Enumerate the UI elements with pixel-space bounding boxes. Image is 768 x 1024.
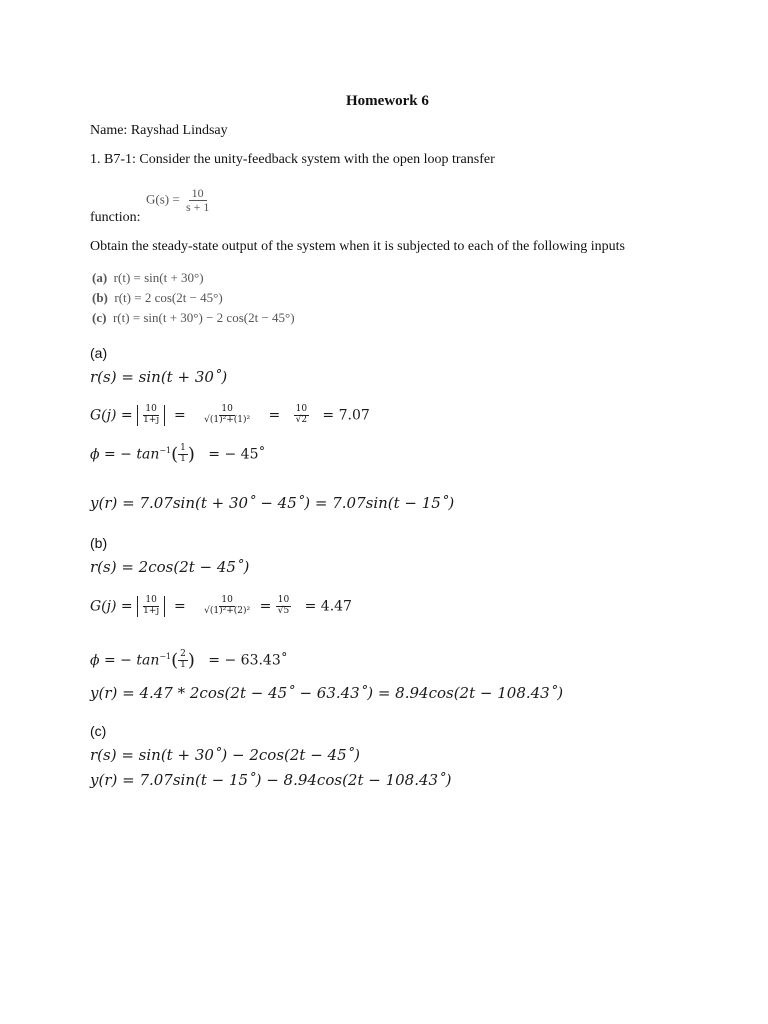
- gs-fraction: [183, 187, 212, 214]
- part-b-r: r(s) = 2cos(2t − 45˚): [90, 558, 250, 576]
- part-c-y: y(r) = 7.07sin(t − 15˚) − 8.94cos(2t − 108.43˚): [90, 771, 452, 789]
- problem-statement: 1. B7-1: Consider the unity-feedback system with the open loop transfer: [90, 152, 495, 167]
- part-b-label: (b): [90, 535, 108, 551]
- gs-lhs: G(s) =: [146, 191, 180, 207]
- part-b-g-num: 10: [145, 595, 157, 605]
- part-b-g-abs: [137, 596, 165, 617]
- input-a: [92, 270, 204, 286]
- part-b-g-lhs: G(j) =: [90, 598, 133, 615]
- part-b-g: G(j) = $\frac{10}{1+j}$ = $\frac{10}{\text{√(1)²+(2)²}}$ = $\frac{10}{√5}$ = 4.47: [90, 595, 352, 616]
- part-b-phi-num: 2: [180, 649, 186, 660]
- part-b-eq2: =: [259, 598, 272, 615]
- part-b-g-den: 1+j: [143, 605, 160, 616]
- input-c-label: (c): [92, 310, 107, 325]
- part-c-r: r(s) = sin(t + 30˚) − 2cos(2t − 45˚): [90, 746, 360, 764]
- part-b-phi: ϕ = − $\tan^{-1}$( $\frac{2}{1}$ ) = − 63.43˚: [90, 649, 288, 671]
- part-b-phi-den: 1: [180, 660, 186, 670]
- student-name: Name: Rayshad Lindsay: [90, 123, 228, 138]
- part-a-phi: ϕ = − $\tan^{-1}$( $\frac{1}{1}$ ) = − 45˚: [90, 443, 266, 465]
- input-c-expr: r(t) = sin(t + 30°) − 2 cos(2t − 45°): [112, 310, 295, 325]
- part-a-mid-den: √(1)²+(1)²: [204, 414, 251, 425]
- part-a-g-lhs: G(j) =: [90, 407, 133, 424]
- obtain-text: Obtain the steady-state output of the system when it is subjected to each of the following inputs: [90, 239, 626, 254]
- function-label: function:: [90, 210, 141, 225]
- part-a-phi-sup: −1: [159, 445, 172, 455]
- part-b-r-den: √5: [277, 605, 290, 616]
- part-b-mid-num: 10: [221, 595, 233, 605]
- part-a-eq2: =: [268, 407, 281, 424]
- part-a-g-result: = 7.07: [322, 407, 370, 424]
- part-a-phi-num: 1: [180, 443, 186, 454]
- part-b-phi-result: = − 63.43˚: [208, 652, 288, 669]
- part-a-r-num: 10: [295, 404, 308, 414]
- part-b-phi-lhs: ϕ = − tan: [90, 652, 160, 669]
- part-b-r-num: 10: [277, 595, 290, 605]
- part-b-mid-den: √(1)²+(2)²: [204, 605, 251, 616]
- part-a-phi-den: 1: [180, 454, 186, 464]
- part-b-phi-sup: −1: [159, 651, 172, 661]
- transfer-function: [146, 187, 212, 214]
- input-a-expr: r(t) = sin(t + 30°): [113, 270, 204, 285]
- part-a-label: (a): [90, 345, 108, 361]
- part-a-r-den: √2: [295, 414, 308, 425]
- part-a-g-abs: [137, 405, 165, 426]
- part-a-phi-lhs: ϕ = − tan: [90, 446, 160, 463]
- input-a-label: (a): [92, 270, 108, 285]
- input-b-expr: r(t) = 2 cos(2t − 45°): [114, 290, 223, 305]
- part-a-mid-num: 10: [221, 404, 233, 414]
- gs-denominator: s + 1: [185, 200, 210, 215]
- part-b-g-result: = 4.47: [304, 598, 352, 615]
- part-a-g-num: 10: [145, 404, 157, 414]
- part-a-g: G(j) = $\frac{10}{1+j}$ = $\frac{10}{\text{√(1)²+(1)²}}$ = $\frac{10}{√2}$ = 7.07: [90, 404, 370, 425]
- part-a-r: r(s) = sin(t + 30˚): [90, 368, 228, 386]
- part-a-y: y(r) = 7.07sin(t + 30˚ − 45˚) = 7.07sin(t − 15˚): [90, 494, 455, 512]
- input-b-label: (b): [92, 290, 108, 305]
- input-c: [92, 310, 295, 326]
- gs-numerator: 10: [189, 187, 207, 201]
- page-title: Homework 6: [346, 93, 429, 109]
- part-a-phi-result: = − 45˚: [208, 446, 266, 463]
- input-b: [92, 290, 223, 306]
- part-c-label: (c): [90, 723, 107, 739]
- part-b-y: y(r) = 4.47 * 2cos(2t − 45˚ − 63.43˚) = 8.94cos(2t − 108.43˚): [90, 684, 564, 702]
- part-a-g-den: 1+j: [143, 414, 160, 425]
